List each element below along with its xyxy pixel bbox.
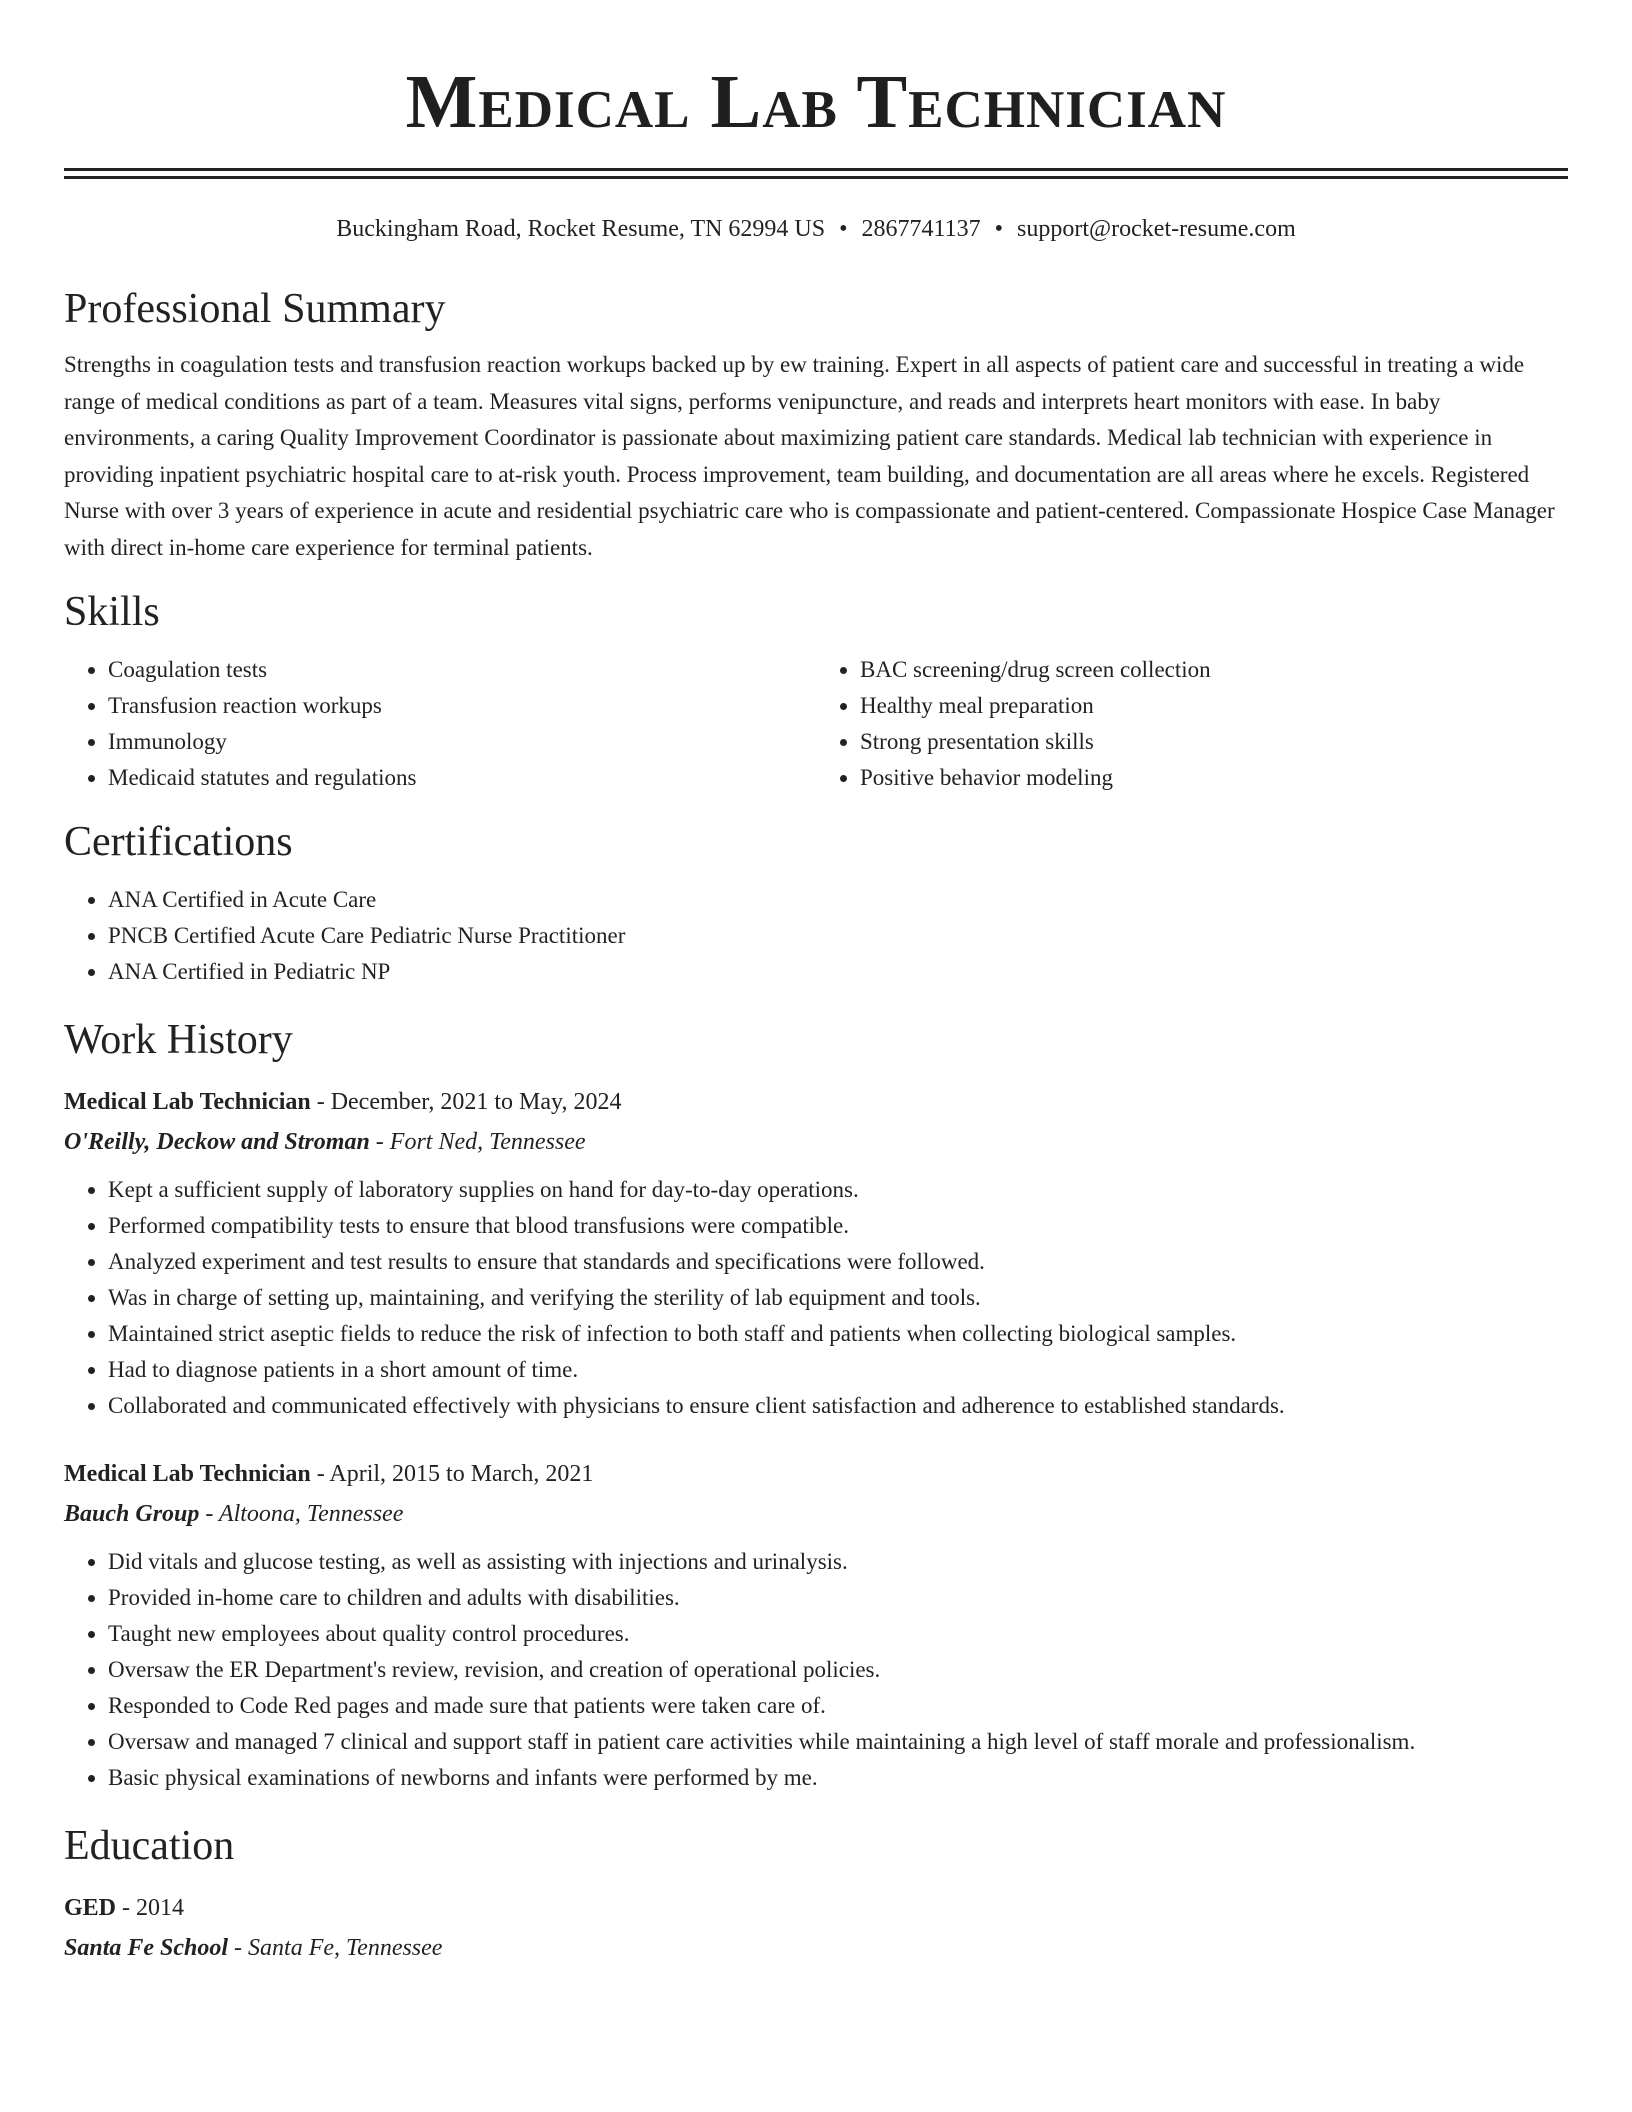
- contact-address: Buckingham Road, Rocket Resume, TN 62994 US: [336, 216, 826, 242]
- job-bullet: • Oversaw and managed 7 clinical and support staff in patient care activities while maintaining a high level of staff morale and professionalism.: [108, 1724, 1568, 1760]
- job-company: O'Reilly, Deckow and Stroman: [64, 1129, 370, 1155]
- skill-item: • Strong presentation skills: [860, 724, 1568, 760]
- skill-item: • Transfusion reaction workups: [108, 688, 816, 724]
- job-employer: [64, 1494, 1568, 1534]
- section-title-education: Education: [64, 1823, 235, 1869]
- job-dates: - December, 2021 to May, 2024: [310, 1089, 622, 1115]
- job-bullets: [64, 1172, 1568, 1424]
- education-degree: GED: [64, 1895, 117, 1921]
- job-bullet: • Basic physical examinations of newborns and infants were performed by me.: [108, 1760, 1568, 1796]
- section-title-summary: Professional Summary: [64, 286, 446, 332]
- certification-item: • ANA Certified in Pediatric NP: [108, 954, 1568, 990]
- job-bullet: • Taught new employees about quality control procedures.: [108, 1616, 1568, 1652]
- contact-email: support@rocket-resume.com: [1017, 216, 1296, 242]
- skill-item: • Healthy meal preparation: [860, 688, 1568, 724]
- job-bullet: • Provided in-home care to children and adults with disabilities.: [108, 1580, 1568, 1616]
- contact-separator: •: [994, 216, 1004, 242]
- skill-item: • Medicaid statutes and regulations: [108, 760, 816, 796]
- job-dates: - April, 2015 to March, 2021: [310, 1461, 594, 1487]
- job-location: - Fort Ned, Tennessee: [369, 1129, 586, 1155]
- certification-item: • PNCB Certified Acute Care Pediatric Nurse Practitioner: [108, 918, 1568, 954]
- section-title-work-history: Work History: [64, 1017, 293, 1063]
- job-bullet: • Analyzed experiment and test results to ensure that standards and specifications were followed.: [108, 1244, 1568, 1280]
- contact-separator: •: [839, 216, 848, 242]
- skills-columns: [64, 652, 1568, 796]
- job-employer: [64, 1122, 1568, 1162]
- resume-name: Medical Lab Technician: [405, 60, 1227, 144]
- contact-phone: 2867741137: [861, 216, 981, 242]
- job-bullet: • Collaborated and communicated effectively with physicians to ensure client satisfaction and adherence to established standards.: [108, 1388, 1568, 1424]
- job-heading: [64, 1454, 1568, 1494]
- contact-line: [64, 213, 1568, 245]
- skill-item: • Coagulation tests: [108, 652, 816, 688]
- skills-list-left: [64, 652, 816, 796]
- job-bullet: • Did vitals and glucose testing, as well as assisting with injections and urinalysis.: [108, 1544, 1568, 1580]
- job-bullet: • Maintained strict aseptic fields to reduce the risk of infection to both staff and patients when collecting biological samples.: [108, 1316, 1568, 1352]
- job-bullet: • Performed compatibility tests to ensure that blood transfusions were compatible.: [108, 1208, 1568, 1244]
- section-title-certifications: Certifications: [64, 819, 293, 865]
- job-bullet: • Oversaw the ER Department's review, revision, and creation of operational policies.: [108, 1652, 1568, 1688]
- job-bullets: [64, 1544, 1568, 1796]
- education-school-line: [64, 1928, 1568, 1968]
- job-bullet: • Was in charge of setting up, maintaining, and verifying the sterility of lab equipment and tools.: [108, 1280, 1568, 1316]
- header-double-rule: [64, 168, 1568, 179]
- summary-text: Strengths in coagulation tests and transfusion reaction workups backed up by ew training. Expert in all aspects of patient care and successful in treating a wide range of medical conditions as part of a team. Measures vital signs, performs venipuncture, and reads and interprets heart monitors with ease. In baby environments, a caring Quality Improvement Coordinator is passionate about maximizing patient care standards. Medical lab technician with experience in providing inpatient psychiatric hospital care to at-risk youth. Process improvement, team building, and documentation are all areas where he excels. Registered Nurse with over 3 years of experience in acute and residential psychiatric care who is compassionate and patient-centered. Compassionate Hospice Case Manager with direct in-home care experience for terminal patients.: [64, 352, 1555, 560]
- skill-item: • Immunology: [108, 724, 816, 760]
- education-heading: [64, 1888, 1568, 1928]
- skill-item: • BAC screening/drug screen collection: [860, 652, 1568, 688]
- certification-item: • ANA Certified in Acute Care: [108, 882, 1568, 918]
- education-school: Santa Fe School: [64, 1935, 229, 1961]
- job-role: Medical Lab Technician: [64, 1089, 311, 1115]
- job-role: Medical Lab Technician: [64, 1461, 311, 1487]
- job-heading: [64, 1082, 1568, 1122]
- education-year: - 2014: [116, 1895, 185, 1921]
- skills-list-right: [816, 652, 1568, 796]
- job-location: - Altoona, Tennessee: [199, 1501, 404, 1527]
- skill-item: • Positive behavior modeling: [860, 760, 1568, 796]
- education-location: - Santa Fe, Tennessee: [228, 1935, 443, 1961]
- job-bullet: • Responded to Code Red pages and made sure that patients were taken care of.: [108, 1688, 1568, 1724]
- job-bullet: • Kept a sufficient supply of laboratory supplies on hand for day-to-day operations.: [108, 1172, 1568, 1208]
- section-title-skills: Skills: [64, 589, 160, 635]
- certifications-list: [64, 882, 1568, 990]
- job-company: Bauch Group: [64, 1501, 200, 1527]
- job-bullet: • Had to diagnose patients in a short amount of time.: [108, 1352, 1568, 1388]
